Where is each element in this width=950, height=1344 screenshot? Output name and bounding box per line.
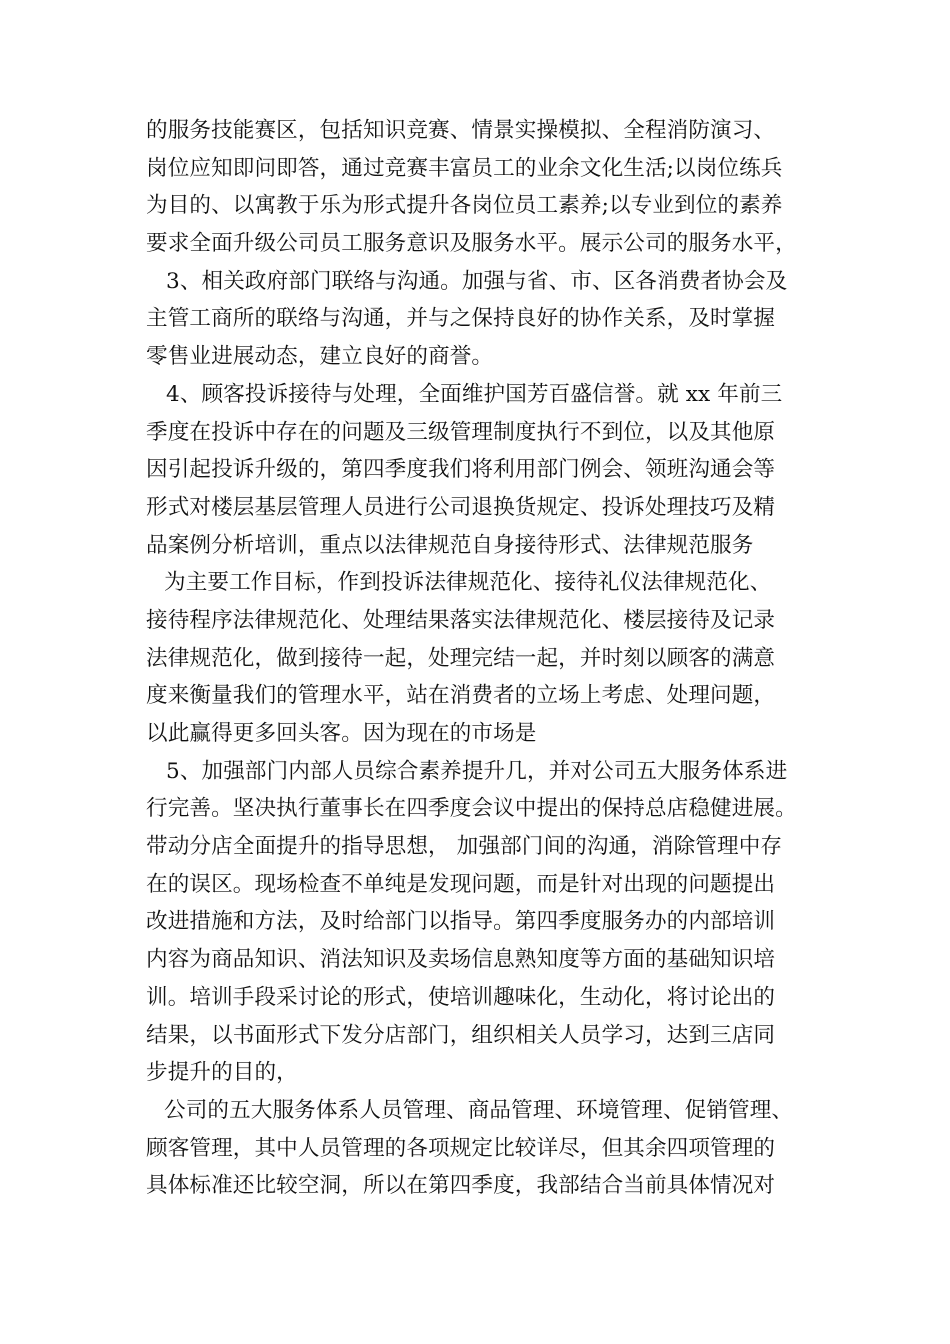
text-line: 以此赢得更多回头客。因为现在的市场是 (146, 721, 537, 746)
text-line: 主管工商所的联络与沟通，并与之保持良好的协作关系，及时掌握 (146, 306, 776, 332)
text-line: 法律规范化，做到接待一起，处理完结一起，并时刻以顾客的满意 (146, 645, 776, 671)
document-body (146, 112, 814, 1205)
text-line: 品案例分析培训，重点以法律规范自身接待形式、法律规范服务 (146, 532, 754, 558)
text-line: 结果，以书面形式下发分店部门，组织相关人员学习，达到三店同 (146, 1022, 776, 1048)
text-line: 步提升的目的， (146, 1060, 298, 1086)
text-line: 岗位应知即问即答，通过竞赛丰富员工的业余文化生活;以岗位练兵 (146, 155, 783, 181)
text-line: 季度在投诉中存在的问题及三级管理制度执行不到位，以及其他原 (146, 419, 776, 445)
text-line: 内容为商品知识、消法知识及卖场信息熟知度等方面的基础知识培 (146, 947, 776, 973)
text-line: 要求全面升级公司员工服务意识及服务水平。展示公司的服务水平， (146, 231, 797, 257)
text-line: 公司的五大服务体系人员管理、商品管理、环境管理、促销管理、 (164, 1097, 794, 1123)
text-line: 改进措施和方法，及时给部门以指导。第四季度服务办的内部培训 (146, 909, 776, 935)
text-line: 度来衡量我们的管理水平，站在消费者的立场上考虑、处理问题， (146, 683, 776, 709)
text-line: 带动分店全面提升的指导思想， 加强部门间的沟通，消除管理中存 (146, 834, 783, 860)
text-line: 零售业进展动态，建立良好的商誉。 (146, 344, 494, 370)
text-line: 5、加强部门内部人员综合素养提升几，并对公司五大服务体系进 (166, 758, 788, 784)
text-line: 接待程序法律规范化、处理结果落实法律规范化、楼层接待及记录 (146, 607, 776, 633)
text-line: 3、相关政府部门联络与沟通。加强与省、市、区各消费者协会及 (166, 268, 788, 294)
text-line: 4、顾客投诉接待与处理，全面维护国芳百盛信誉。就 xx 年前三 (166, 381, 783, 407)
text-line: 具体标准还比较空洞，所以在第四季度，我部结合当前具体情况对 (146, 1173, 776, 1199)
text-line: 因引起投诉升级的，第四季度我们将利用部门例会、领班沟通会等 (146, 457, 776, 483)
text-line: 顾客管理，其中人员管理的各项规定比较详尽，但其余四项管理的 (146, 1135, 776, 1161)
text-line: 行完善。坚决执行董事长在四季度会议中提出的保持总店稳健进展。 (146, 796, 797, 822)
text-line: 在的误区。现场检查不单纯是发现问题，而是针对出现的问题提出 (146, 871, 776, 897)
text-line: 为主要工作目标，作到投诉法律规范化、接待礼仪法律规范化、 (164, 570, 772, 596)
text-line: 的服务技能赛区，包括知识竞赛、情景实操模拟、全程消防演习、 (146, 118, 776, 143)
text-line: 训。培训手段采讨论的形式，使培训趣味化，生动化，将讨论出的 (146, 984, 776, 1010)
text-line: 形式对楼层基层管理人员进行公司退换货规定、投诉处理技巧及精 (146, 494, 776, 520)
text-line: 为目的、以寓教于乐为形式提升各岗位员工素养;以专业到位的素养 (146, 193, 783, 219)
